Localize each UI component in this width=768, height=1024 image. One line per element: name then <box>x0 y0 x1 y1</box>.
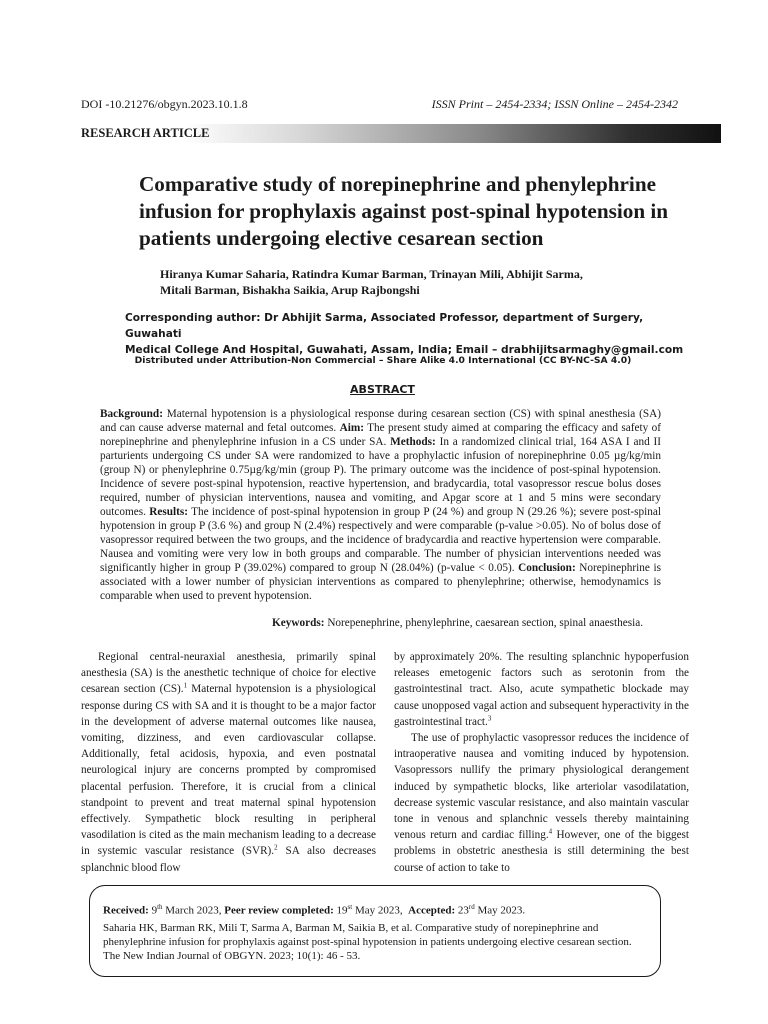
corresponding-line-2: Medical College And Hospital, Guwahati, Assam, India; Email – drabhijitsarmaghy@gmail.com <box>125 344 684 356</box>
reference-marker: 3 <box>487 714 492 723</box>
results-label: Results: <box>149 506 188 518</box>
intro-paragraph-2: The use of prophylactic vasopressor reduces the incidence of intraoperative nausea and vomiting induced by hypotension. Vasopressors nullify the primary physiological derangement induced by sympathetic blocks, like arteriolar vasodilatation, decrease systemic vascular resistance, and also maintain vascular tone in venous and splanchnic vessels thereby maintaining venous return and cardiac filling.$^4$ However, one of the biggest problems in obstetric anesthesia is still determining the best course of action to take to <box>394 732 689 874</box>
aim-label: Aim: <box>339 422 364 434</box>
body-column-right <box>394 649 689 876</box>
keywords-label: Keywords: <box>272 617 325 629</box>
background-text: Maternal hypotension is a physiological response during cesarean section (CS) with spinal anesthesia (SA) and can cause adverse maternal and fetal outcomes. <box>100 408 662 434</box>
paper-title: Comparative study of norepinephrine and phenylephrine infusion for prophylaxis against post-spinal hypotension in patients undergoing elective cesarean section <box>139 172 669 250</box>
body-column-left <box>81 649 376 876</box>
intro-paragraph-1-cont: by approximately 20%. The resulting splanchnic hypoperfusion releases emetogenic factors such as serotonin from the gastrointestinal tract. Also, acute sympathetic blockade may cause unopposed vagal action and subsequent hyperactivity in the gastrointestinal tract.$^3$ <box>394 651 689 728</box>
issn-text: ISSN Print – 2454-2334; ISSN Online – 2454-2342 <box>431 97 678 111</box>
article-type-label: RESEARCH ARTICLE <box>81 126 210 140</box>
author-list <box>160 266 640 298</box>
results-text: The incidence of post-spinal hypotension in group P (24 %) and group N (29.26 %); severe post-spinal hypotension in group P (3.6 %) and group N (2.4%) respectively and were comparable (p-value >0.05). No of bolus dose of vasopressor required between the two groups, and the incidence of bradycardia and reactive hypertension were comparable. Nausea and vomiting were very low in both groups and comparable. The number of physician interventions needed was significantly higher in group P (39.02%) compared to group N (28.04%) (p-value < 0.05). <box>100 506 662 574</box>
conclusion-label: Conclusion: <box>518 562 576 574</box>
author-line-2: Mitali Barman, Bishakha Saikia, Arup Rajbongshi <box>160 283 420 297</box>
abstract-body <box>100 407 661 603</box>
author-line-1: Hiranya Kumar Saharia, Ratindra Kumar Barman, Trinayan Mili, Abhijit Sarma, <box>160 267 583 281</box>
article-type-banner <box>81 124 721 143</box>
citation-box <box>89 885 661 977</box>
keywords <box>272 617 662 629</box>
license-statement: Distributed under Attribution-Non Commercial – Share Alike 4.0 International (CC BY-NC-SA 4.0) <box>134 355 632 366</box>
aim-text: The present study aimed at comparing the efficacy and safety of norepinephrine and phenylephrine infusion in a CS under SA. <box>100 422 661 448</box>
citation-text: Saharia HK, Barman RK, Mili T, Sarma A, Barman M, Saikia B, et al. Comparative study of norepinephrine and phenylephrine infusion for prophylaxis against post-spinal hypotension in patients undergoing elective cesarean section. The New Indian Journal of OBGYN. 2023; 10(1): 46 - 53. <box>103 921 632 963</box>
intro-paragraph-1: Regional central-neuraxial anesthesia, primarily spinal anesthesia (SA) is the anesthetic technique of choice for elective cesarean section (CS).$^1$ Maternal hypotension is a physiological response during CS with SA and it is thought to be a major factor in the development of adverse maternal outcomes like nausea, vomiting, dizziness, and even cardiovascular collapse. Additionally, fetal acidosis, hypoxia, and even postnatal neurological injury are concerns prompted by compromised placental perfusion. Therefore, it is crucial from a clinical standpoint to prevent and treat maternal spinal hypotension effectively. Sympathetic block resulting in peripheral vasodilation is cited as the main mechanism leading to a decrease in systemic vascular resistance (SVR).$^2$ SA also decreases splanchnic blood flow <box>81 651 376 874</box>
doi-text: DOI -10.21276/obgyn.2023.10.1.8 <box>81 97 248 111</box>
methods-text: In a randomized clinical trial, 164 ASA I and II parturients undergoing CS under SA were randomized to have a prophylactic infusion of norepinephrine 0.05 µg/kg/min (group N) or phenylephrine 0.75µg/kg/min (group P). The primary outcome was the incidence of post-spinal hypotension. Incidence of severe post-spinal hypotension, reactive hypertension, and bradycardia, total vasopressor rescue bolus doses required, number of physician interventions, nausea and vomiting, and Apgar score at 1 and 5 mins were secondary outcomes. <box>100 436 662 518</box>
methods-label: Methods: <box>390 436 436 448</box>
publication-dates: Received: 9th March 2023, Peer review completed: 19st May 2023, Accepted: 23rd May 2023. <box>103 903 526 917</box>
keywords-text: Norepenephrine, phenylephrine, caesarean section, spinal anaesthesia. <box>327 617 644 629</box>
background-label: Background: <box>100 408 163 420</box>
corresponding-line-1: Corresponding author: Dr Abhijit Sarma, Associated Professor, department of Surgery, Guwahati <box>125 312 644 340</box>
corresponding-author <box>125 310 685 358</box>
reference-marker: 2 <box>274 843 278 852</box>
abstract-heading: ABSTRACT <box>350 383 415 396</box>
conclusion-text: Norepinephrine is associated with a lower number of physician interventions as compared to phenylephrine; otherwise, hemodynamics is comparable when used to prevent hypotension. <box>100 562 662 602</box>
reference-marker: 1 <box>183 681 188 690</box>
reference-marker: 4 <box>548 827 553 836</box>
